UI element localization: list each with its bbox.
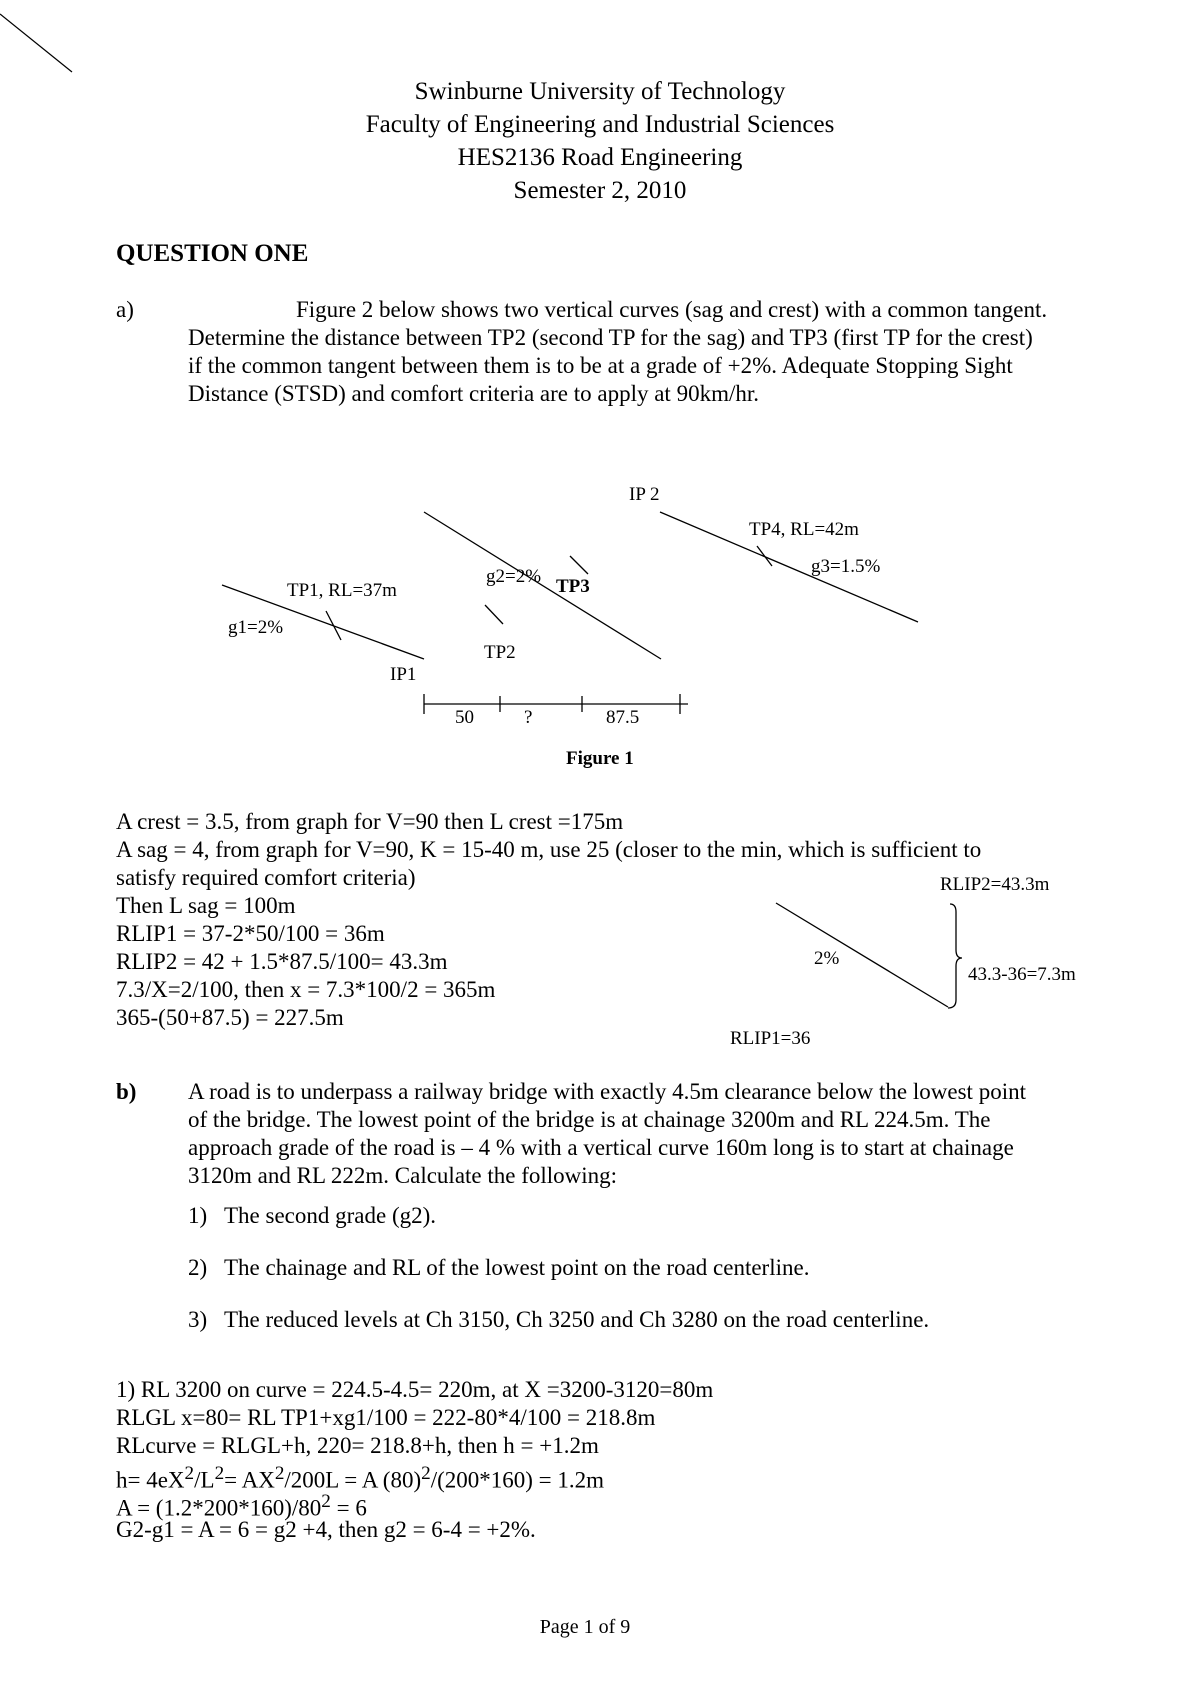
part-b-line: A road is to underpass a railway bridge with exactly 4.5m clearance below the lowest point [188,1079,1026,1104]
label-dim-50: 50 [455,707,474,728]
part-b-label: b) [116,1079,137,1104]
solution-a-line: RLIP1 = 37-2*50/100 = 36m [116,921,385,946]
part-a-line: Distance (STSD) and comfort criteria are to apply at 90km/hr. [188,381,759,406]
part-b-line: approach grade of the road is – 4 % with a vertical curve 160m long is to start at chainage [188,1135,1014,1160]
label-tp2: TP2 [484,642,516,663]
solution-b-line: RLGL x=80= RL TP1+xg1/100 = 222-80*4/100 = 218.8m [116,1405,656,1430]
solution-a-line: A sag = 4, from graph for V=90, K = 15-40 m, use 25 (closer to the min, which is sufficient to [116,837,982,862]
part-a-line: if the common tangent between them is to be at a grade of +2%. Adequate Stopping Sight [188,353,1013,378]
solution-a-line: satisfy required comfort criteria) [116,865,416,890]
list-item-num: 1) [188,1203,208,1228]
solution-b-line: 1) RL 3200 on curve = 224.5-4.5= 220m, at X =3200-3120=80m [116,1377,714,1402]
list-item-text: The second grade (g2). [224,1203,437,1228]
label-tp4: TP4, RL=42m [749,519,859,540]
label-dim-875: 87.5 [606,707,640,728]
list-item-num: 3) [188,1307,208,1332]
part-b-line: of the bridge. The lowest point of the bridge is at chainage 3200m and RL 224.5m. The [188,1107,991,1132]
header-semester: Semester 2, 2010 [513,177,687,204]
label-grade-2pct: 2% [814,948,840,969]
label-dim-unknown: ? [524,707,533,728]
list-item-text: The chainage and RL of the lowest point on the road centerline. [224,1255,810,1280]
figure1-caption: Figure 1 [566,748,634,769]
solution-a-line: RLIP2 = 42 + 1.5*87.5/100= 43.3m [116,949,448,974]
brace [948,904,962,1008]
header-faculty: Faculty of Engineering and Industrial Sciences [365,111,835,138]
header-unit: HES2136 Road Engineering [457,144,743,171]
label-ip1: IP1 [390,664,417,685]
part-a-label: a) [116,297,134,322]
list-item-num: 2) [188,1255,208,1280]
label-g1: g1=2% [228,617,284,638]
label-ip2: IP 2 [629,484,660,505]
solution-a-line: 7.3/X=2/100, then x = 7.3*100/2 = 365m [116,977,496,1002]
solution-b-line: RLcurve = RLGL+h, 220= 218.8+h, then h = +1.2m [116,1433,599,1458]
grade-line-2pct [776,903,948,1007]
label-rlip1: RLIP1=36 [730,1028,811,1049]
label-tp1: TP1, RL=37m [287,580,397,601]
solution-b-formula: $A = (1.2*200*160)/80^2 = 6$ [116,1491,367,1521]
page-number: Page 1 of 9 [539,1616,631,1638]
part-a-line: Determine the distance between TP2 (second TP for the sag) and TP3 (first TP for the crest) [188,325,1033,350]
list-item-text: The reduced levels at Ch 3150, Ch 3250 and Ch 3280 on the road centerline. [224,1307,930,1332]
solution-a-line: Then L sag = 100m [116,893,296,918]
part-a-line: Figure 2 below shows two vertical curves (sag and crest) with a common tangent. [296,297,1048,322]
solution-a-line: 365-(50+87.5) = 227.5m [116,1005,344,1030]
label-g3: g3=1.5% [811,556,881,577]
label-tp3: TP3 [556,576,590,597]
label-rlip2: RLIP2=43.3m [940,874,1050,895]
part-b-line: 3120m and RL 222m. Calculate the following: [188,1163,618,1188]
header-university: Swinburne University of Technology [414,78,786,105]
label-g2: g2=2% [486,566,542,587]
label-diff: 43.3-36=7.3m [968,964,1076,985]
solution-b-line: G2-g1 = A = 6 = g2 +4, then g2 = 6-4 = +2%. [116,1517,536,1542]
solution-a-line: A crest = 3.5, from graph for V=90 then L crest =175m [116,809,624,834]
solution-b-formula: $h= 4eX^2/L^2= AX^2/200L = A$ $(80)^2/(200*160) = 1.2m$ [116,1463,605,1493]
question-title: QUESTION ONE [116,240,309,267]
